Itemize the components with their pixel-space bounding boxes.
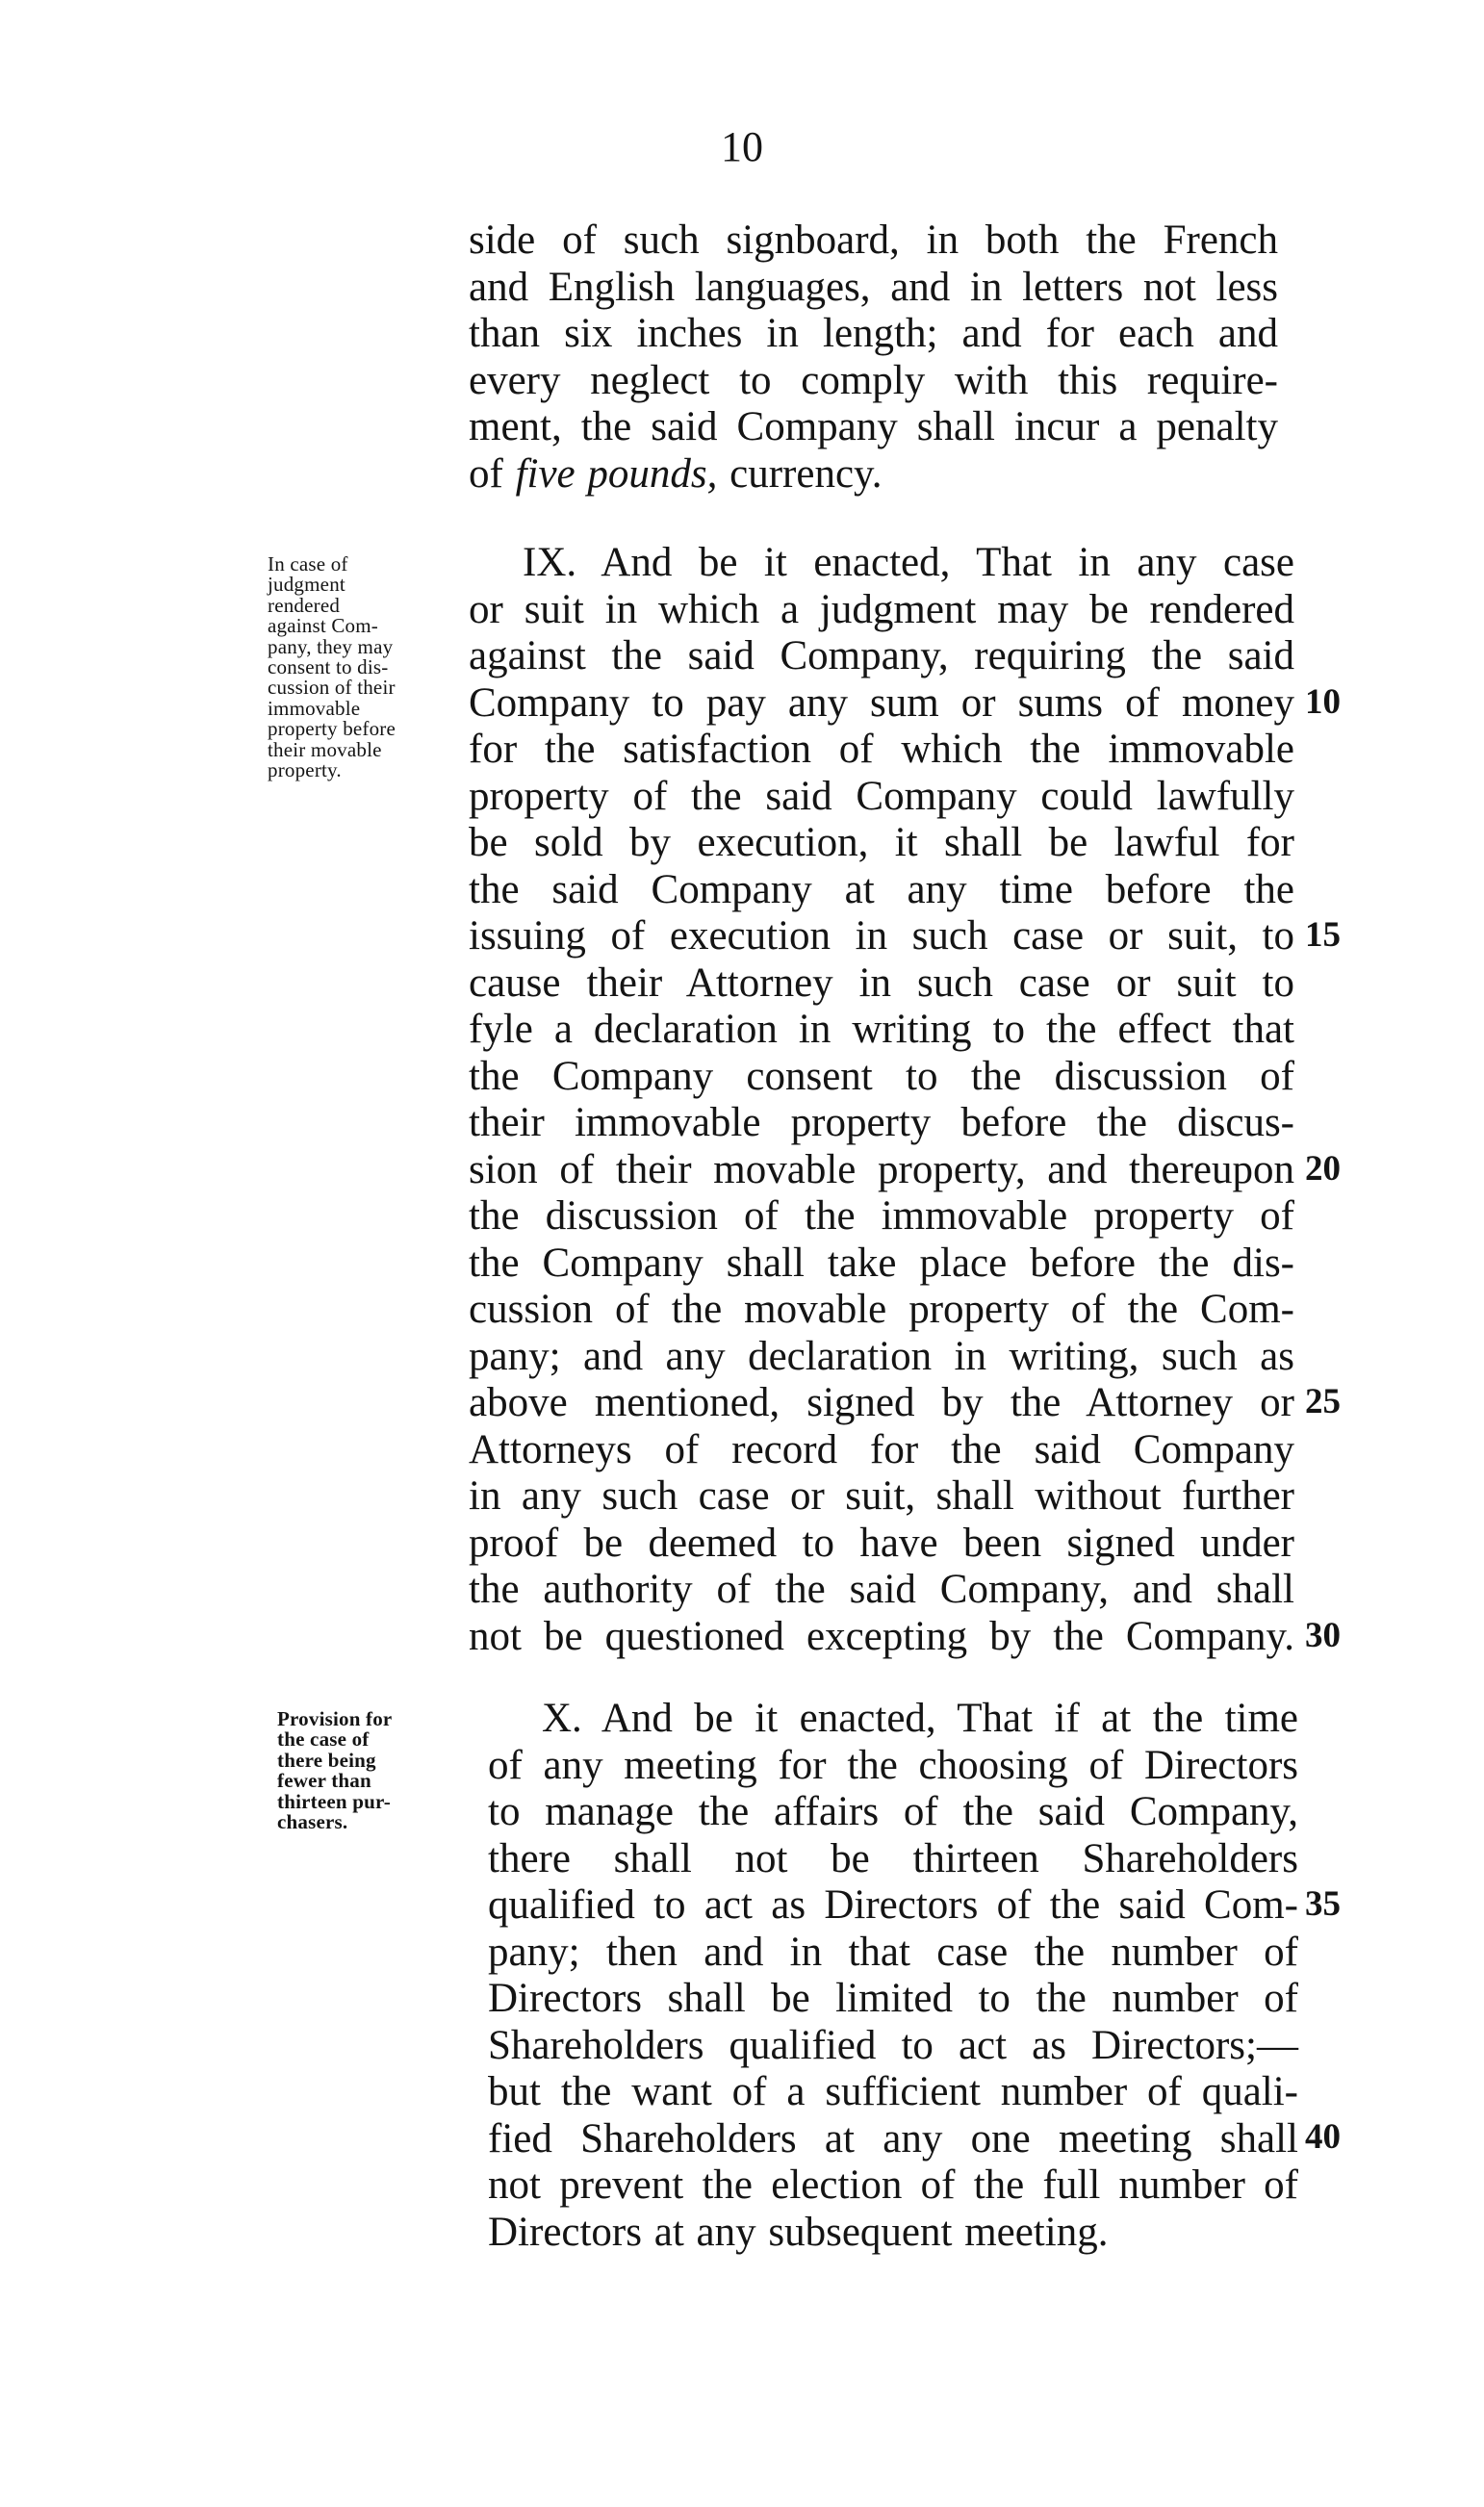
text-line: qualified to act as Directors of the said Com- [488,1882,1298,1928]
text-line: property of the said Company could lawfully [469,773,1294,819]
text-line: and English languages, and in letters not less [469,264,1278,310]
text-line: there shall not be thirteen Shareholders [488,1835,1298,1881]
margin-note-line: fewer than [277,1769,371,1793]
text-line: Company to pay any sum or sums of money [469,679,1294,726]
text-fragment: of [469,450,516,497]
line-number: 20 [1305,1149,1341,1189]
line-number: 15 [1305,915,1341,955]
text-line: in any such case or suit, shall without further [469,1473,1294,1519]
margin-note-line: cussion of their [268,676,396,700]
text-fragment: currency. [717,450,883,497]
text-line: every neglect to comply with this require- [469,357,1278,403]
text-line: to manage the affairs of the said Company, [488,1789,1298,1834]
text-line: against the said Company, requiring the said [469,633,1294,678]
text-line: fied Shareholders at any one meeting shall [488,2115,1298,2162]
text-line: proof be deemed to have been signed under [469,1520,1294,1566]
line-number: 40 [1305,2117,1341,2157]
text-line: than six inches in length; and for each and [469,311,1278,356]
margin-note-line: their movable [268,737,382,761]
text-line: issuing of execution in such case or suit, to [469,913,1294,959]
line-number: 25 [1305,1382,1341,1421]
text-line-penalty [469,451,1278,499]
line-number: 10 [1305,682,1341,722]
text-line: sion of their movable property, and thereupon [469,1146,1294,1192]
italic-amount: five pounds, [515,450,718,497]
text-line: pany; then and in that case the number of [488,1929,1298,1975]
page-number: 10 [721,123,763,170]
text-line: fyle a declaration in writing to the effect that [469,1007,1294,1052]
section-x-paragraph [488,1696,1298,2256]
text-line: Directors at any subsequent meeting. [488,2209,1109,2255]
section-ix-paragraph [469,540,1294,1660]
text-line: Attorneys of record for the said Company [469,1426,1294,1472]
section-heading-line: X. And be it enacted, That if at the time [542,1696,1298,1741]
margin-note-line: In case of [268,552,348,576]
text-line: not prevent the election of the full number of [488,2162,1298,2208]
text-line: the said Company at any time before the [469,866,1294,912]
text-line: their immovable property before the discus- [469,1100,1294,1145]
margin-note-line: chasers. [277,1810,348,1834]
text-line: not be questioned excepting by the Company. [469,1613,1294,1659]
continued-paragraph [469,217,1278,498]
text-line: Shareholders qualified to act as Directors;— [488,2022,1298,2068]
margin-note-line: immovable [268,696,361,720]
text-line: for the satisfaction of which the immovable [469,727,1294,772]
text-line: Directors shall be limited to the number of [488,1976,1298,2021]
line-number: 35 [1305,1884,1341,1924]
margin-note-line: the case of [277,1727,370,1752]
margin-note-line: consent to dis- [268,655,389,679]
margin-note-section-x [277,1709,470,1832]
margin-note-line: thirteen pur- [277,1789,391,1813]
text-line: the authority of the said Company, and shall [469,1567,1294,1612]
text-line: the Company consent to the discussion of [469,1053,1294,1099]
margin-note-line: rendered [268,593,341,617]
text-line: ment, the said Company shall incur a penalty [469,404,1278,449]
margin-note-section-ix [268,554,460,780]
margin-note-line: judgment [268,573,345,597]
text-line: the Company shall take place before the dis- [469,1240,1294,1286]
margin-note-line: pany, they may [268,634,394,658]
text-line: or suit in which a judgment may be rendered [469,586,1294,632]
text-line: side of such signboard, in both the French [469,217,1278,263]
text-line: of any meeting for the choosing of Directors [488,1742,1298,1788]
margin-note-line: there being [277,1748,376,1772]
margin-note-line: against Com- [268,614,378,638]
text-line: be sold by execution, it shall be lawful for [469,820,1294,865]
text-line: cussion of the movable property of the Com- [469,1287,1294,1332]
text-line: pany; and any declaration in writing, such as [469,1333,1294,1379]
text-line: the discussion of the immovable property of [469,1193,1294,1239]
margin-note-line: property before [268,717,397,741]
margin-note-line: property. [268,758,342,782]
text-line: above mentioned, signed by the Attorney or [469,1380,1294,1425]
text-line: but the want of a sufficient number of quali- [488,2069,1298,2114]
text-line: cause their Attorney in such case or suit to [469,959,1294,1006]
margin-note-line: Provision for [277,1707,393,1730]
section-heading-line: IX. And be it enacted, That in any case [523,540,1294,585]
line-number: 30 [1305,1616,1341,1655]
